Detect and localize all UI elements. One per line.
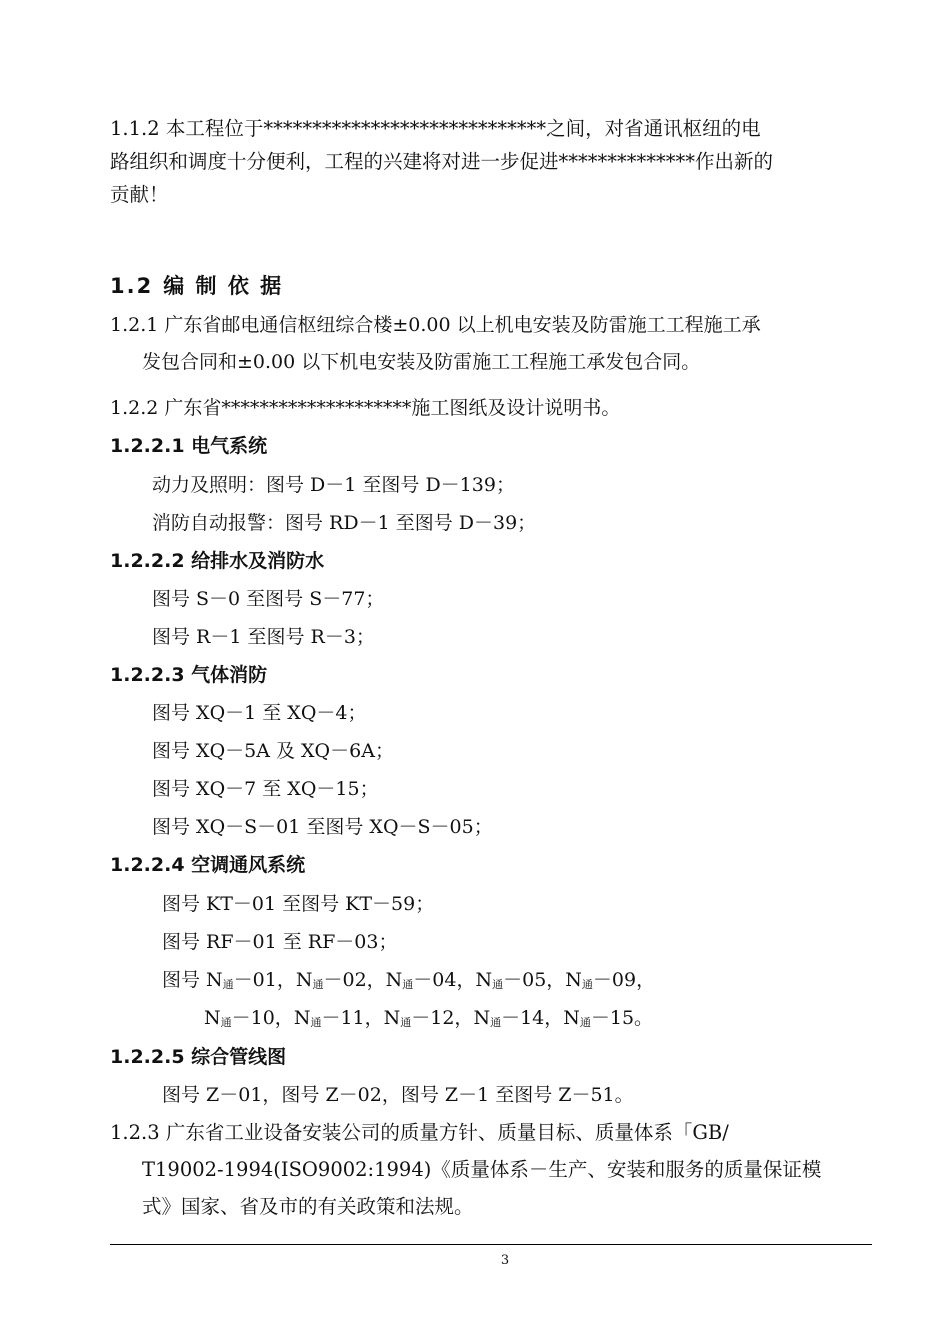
n-code — [294, 1007, 384, 1029]
basis-1-2-1 — [110, 307, 872, 381]
subheading-gas: 1.2.2.3 气体消防 — [110, 664, 268, 686]
n-subscript: 通 — [222, 978, 234, 991]
subheading-water: 1.2.2.2 给排水及消防水 — [110, 550, 325, 572]
gas-item-3: 图号 XQ－7 至 XQ－15； — [152, 778, 379, 800]
n-code-suffix: －12， — [411, 1007, 474, 1029]
paragraph-1-1-2-line3: 贡献！ — [110, 183, 169, 206]
n-letter: N — [295, 969, 313, 991]
n-subscript: 通 — [400, 1016, 412, 1029]
subheading-hvac: 1.2.2.4 空调通风系统 — [110, 854, 306, 876]
page-number: 3 — [500, 1253, 510, 1268]
electric-item-1: 动力及照明：图号 D－1 至图号 D－139； — [152, 474, 515, 496]
water-item-2: 图号 R－1 至图号 R－3； — [152, 626, 375, 648]
n-subscript: 通 — [402, 978, 414, 991]
n-letter: N — [293, 1007, 311, 1029]
n-letter: N — [473, 1007, 491, 1029]
n-code — [296, 969, 386, 991]
gas-item-1: 图号 XQ－1 至 XQ－4； — [152, 702, 367, 724]
n-letter: N — [206, 969, 223, 991]
n-code — [204, 1007, 294, 1029]
n-code — [386, 969, 476, 991]
n-subscript: 通 — [312, 978, 324, 991]
footer-divider — [110, 1244, 872, 1245]
n-code — [206, 969, 296, 991]
n-subscript: 通 — [579, 1016, 591, 1029]
n-letter: N — [383, 1007, 401, 1029]
basis-1-2-3 — [110, 1114, 872, 1225]
n-letter: N — [204, 1007, 221, 1029]
n-code-suffix: －02， — [323, 969, 386, 991]
hvac-item-3-row2 — [204, 1003, 653, 1030]
water-item-1: 图号 S－0 至图号 S－77； — [152, 588, 385, 610]
n-code-suffix: －05， — [503, 969, 566, 991]
subheading-pipes: 1.2.2.5 综合管线图 — [110, 1046, 287, 1068]
n-letter: N — [475, 969, 493, 991]
basis-1-2-3-line2: T19002-1994(ISO9002:1994)《质量体系－生产、安装和服务的质量保证模 — [142, 1158, 822, 1181]
n-subscript: 通 — [220, 1016, 232, 1029]
n-code-suffix: －11， — [321, 1007, 384, 1029]
paragraph-1-1-2 — [110, 112, 872, 211]
section-heading-title: 编 制 依 据 — [163, 274, 284, 298]
n-subscript: 通 — [492, 978, 504, 991]
n-code-suffix: －14， — [501, 1007, 564, 1029]
n-code-suffix: －09， — [592, 969, 656, 991]
n-code-suffix: －10， — [231, 1007, 294, 1029]
n-letter: N — [563, 1007, 580, 1029]
n-code-suffix: －15。 — [590, 1007, 654, 1029]
n-code — [563, 1007, 653, 1029]
section-heading-number: 1.2 — [110, 274, 154, 298]
n-code — [565, 969, 655, 991]
basis-1-2-3-line1: 1.2.3 广东省工业设备安装公司的质量方针、质量目标、质量体系「GB/ — [110, 1121, 729, 1144]
n-code-suffix: －04， — [413, 969, 476, 991]
n-code-suffix: －01， — [233, 969, 296, 991]
n-subscript: 通 — [310, 1016, 322, 1029]
paragraph-1-1-2-line2: 路组织和调度十分便利，工程的兴建将对进一步促进**************作出新的 — [110, 150, 774, 173]
basis-1-2-1-line2: 发包合同和±0.00 以下机电安装及防雷施工工程施工承发包合同。 — [142, 351, 701, 373]
hvac-item-2: 图号 RF－01 至 RF－03； — [162, 931, 398, 953]
section-heading-1-2 — [110, 270, 283, 300]
hvac-item-3-prefix: 图号 — [162, 969, 207, 991]
n-subscript: 通 — [490, 1016, 502, 1029]
subheading-electric: 1.2.2.1 电气系统 — [110, 435, 268, 457]
hvac-item-3-row1 — [162, 965, 655, 992]
n-letter: N — [565, 969, 582, 991]
n-letter: N — [385, 969, 403, 991]
n-code — [473, 1007, 563, 1029]
n-code — [475, 969, 565, 991]
electric-item-2: 消防自动报警：图号 RD－1 至图号 D－39； — [152, 512, 537, 534]
basis-1-2-3-line3: 式》国家、省及市的有关政策和法规。 — [142, 1195, 474, 1218]
basis-1-2-2: 1.2.2 广东省********************施工图纸及设计说明书。 — [110, 397, 621, 419]
pipes-item-1: 图号 Z－01，图号 Z－02，图号 Z－1 至图号 Z－51。 — [162, 1084, 634, 1106]
hvac-item-1: 图号 KT－01 至图号 KT－59； — [162, 893, 435, 915]
gas-item-2: 图号 XQ－5A 及 XQ－6A； — [152, 740, 394, 762]
n-subscript: 通 — [581, 978, 593, 991]
paragraph-1-1-2-line1: 1.1.2 本工程位于*****************************之间，对省通讯枢纽的电 — [110, 117, 761, 140]
basis-1-2-1-line1: 1.2.1 广东省邮电通信枢纽综合楼±0.00 以上机电安装及防雷施工工程施工承 — [110, 314, 761, 336]
n-code — [384, 1007, 474, 1029]
gas-item-4: 图号 XQ－S－01 至图号 XQ－S－05； — [152, 816, 493, 838]
